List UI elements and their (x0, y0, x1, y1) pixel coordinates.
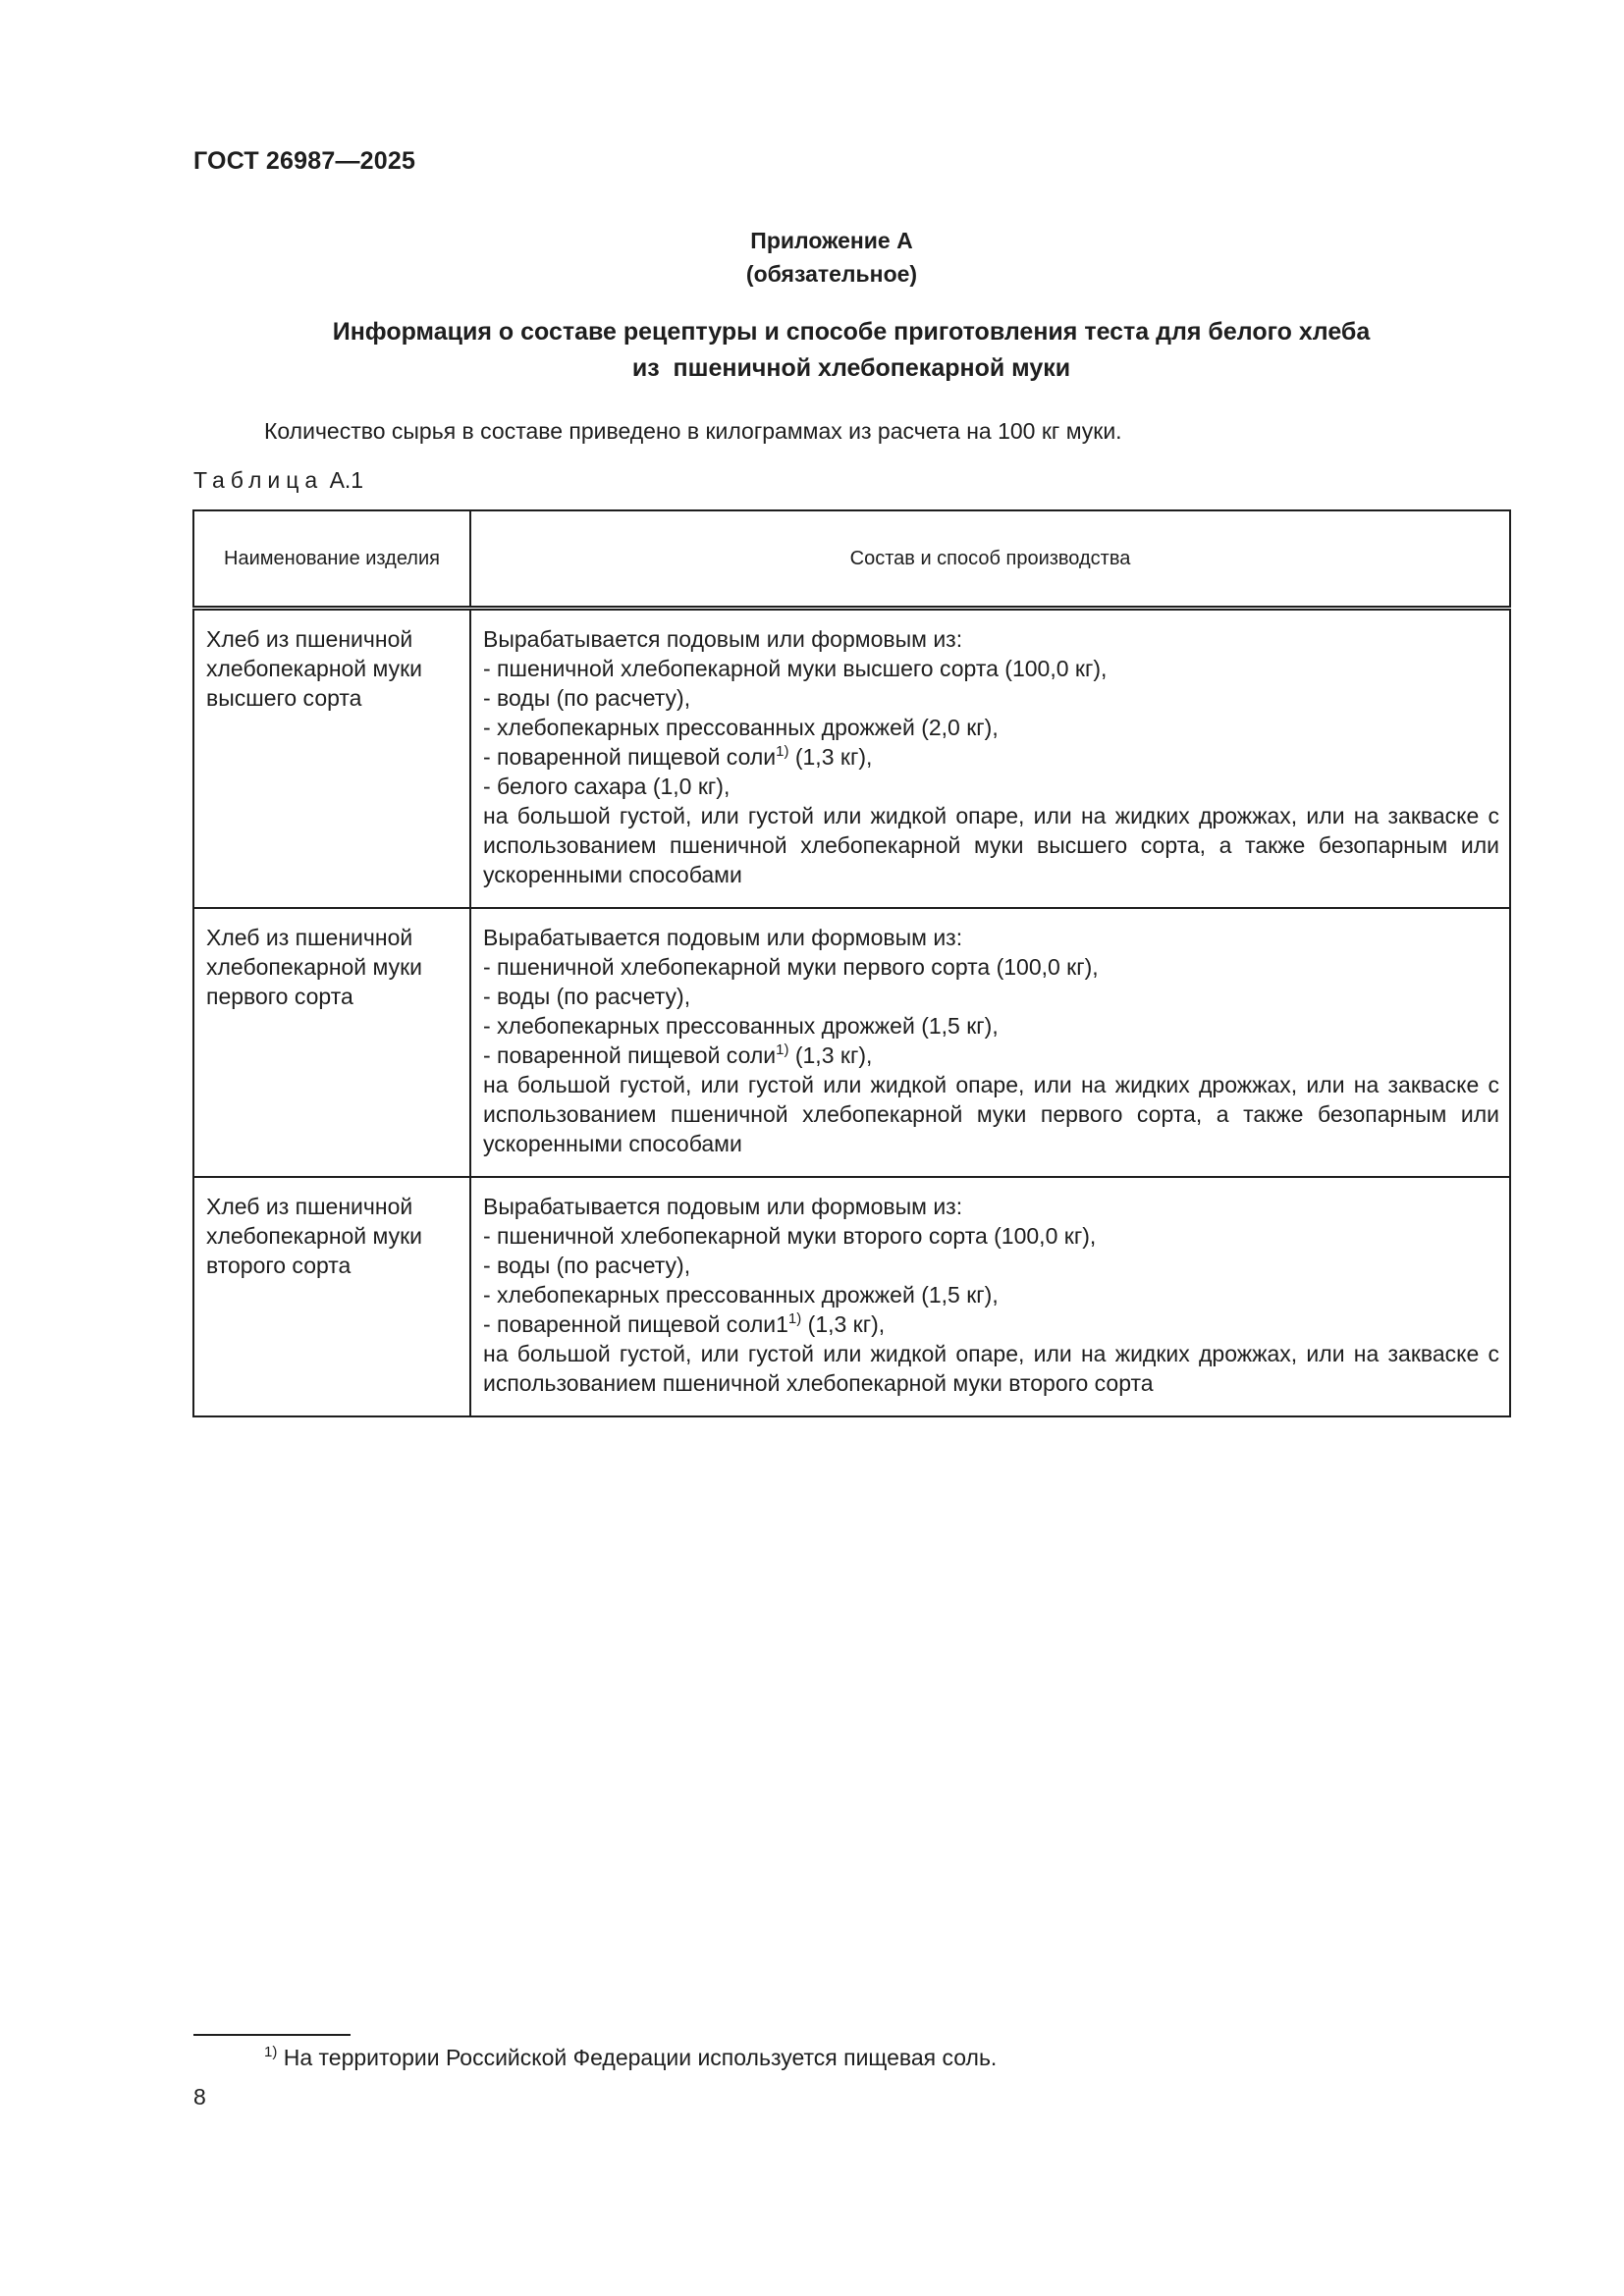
product-name-cell (193, 1177, 470, 1416)
ingredient-item: - хлебопекарных прессованных дрожжей (2,0 кг), (483, 715, 999, 740)
ingredient-amount: (1,3 кг), (801, 1311, 886, 1337)
product-name-line: хлебопекарной муки (206, 1223, 423, 1249)
section-title-line-2: из пшеничной хлебопекарной муки (631, 354, 1071, 382)
section-title (193, 314, 1509, 387)
table-header-row (193, 510, 1510, 609)
ingredient-item (483, 742, 1499, 772)
section-title-line-1: Информация о составе рецептуры и способе приготовления теста для белого хлеба (332, 318, 1371, 346)
production-method: на большой густой, или густой или жидкой опаре, или на жидких дрожжах, или на закваске с использованием пшеничной хлебопекарной муки второго сорта (483, 1341, 1499, 1396)
product-name-line: хлебопекарной муки (206, 656, 423, 681)
product-name-line: второго сорта (206, 1253, 352, 1278)
footnote-reference: 1) (776, 1041, 789, 1058)
table-caption-number: А.1 (329, 467, 364, 493)
ingredient-item: - пшеничной хлебопекарной муки второго сорта (100,0 кг), (483, 1223, 1097, 1249)
composition-cell (470, 908, 1510, 1177)
page-number: 8 (193, 2084, 206, 2109)
product-name-line: первого сорта (206, 984, 353, 1009)
product-name-cell (193, 609, 470, 909)
ingredient-item: - воды (по расчету), (483, 685, 691, 711)
production-method: на большой густой, или густой или жидкой опаре, или на жидких дрожжах, или на закваске с использованием пшеничной хлебопекарной муки высшего сорта, а также безопарным или ускоренными способами (483, 803, 1499, 887)
table-row (193, 908, 1510, 1177)
footnote-reference: 1) (776, 743, 789, 760)
production-method: на большой густой, или густой или жидкой опаре, или на жидких дрожжах, или на закваске с использованием пшеничной хлебопекарной муки первого сорта, а также безопарным или ускоренными способами (483, 1072, 1499, 1156)
table-caption (193, 465, 363, 495)
product-name-cell (193, 908, 470, 1177)
product-name-line: высшего сорта (206, 685, 362, 711)
ingredient-text: - поваренной пищевой соли (483, 1042, 777, 1068)
appendix-status: (обязательное) (745, 261, 918, 287)
ingredient-item: - воды (по расчету), (483, 1253, 691, 1278)
product-name-line: Хлеб из пшеничной (206, 1194, 413, 1219)
composition-intro: Вырабатывается подовым или формовым из: (483, 626, 963, 652)
footnote (264, 2042, 997, 2073)
ingredient-item (483, 1041, 1499, 1070)
footnote-marker: 1) (264, 2044, 278, 2060)
table-row (193, 1177, 1510, 1416)
ingredient-item: - пшеничной хлебопекарной муки высшего сорта (100,0 кг), (483, 656, 1108, 681)
footnote-divider (193, 2034, 351, 2036)
ingredient-item: - белого сахара (1,0 кг), (483, 774, 731, 799)
ingredient-item: - хлебопекарных прессованных дрожжей (1,5 кг), (483, 1013, 999, 1039)
ingredient-item: - пшеничной хлебопекарной муки первого сорта (100,0 кг), (483, 954, 1099, 980)
ingredient-amount: (1,3 кг), (788, 1042, 873, 1068)
appendix-heading (0, 224, 1624, 291)
document-code: ГОСТ 26987—2025 (193, 147, 416, 175)
product-name-line: хлебопекарной муки (206, 954, 423, 980)
composition-cell (470, 609, 1510, 909)
product-name-line: Хлеб из пшеничной (206, 626, 413, 652)
intro-paragraph: Количество сырья в составе приведено в килограммах из расчета на 100 кг муки. (264, 418, 1122, 444)
ingredient-amount: (1,3 кг), (788, 744, 873, 770)
recipe-table (192, 509, 1511, 1417)
ingredient-item (483, 1309, 1499, 1339)
ingredient-item: - воды (по расчету), (483, 984, 691, 1009)
composition-intro: Вырабатывается подовым или формовым из: (483, 925, 963, 950)
ingredient-text: - поваренной пищевой соли (483, 744, 777, 770)
product-name-line: Хлеб из пшеничной (206, 925, 413, 950)
header-product-name: Наименование изделия (193, 510, 470, 609)
table-caption-prefix: Таблица (193, 467, 324, 493)
footnote-reference: 1) (787, 1310, 802, 1327)
header-composition: Состав и способ производства (470, 510, 1510, 609)
footnote-text: На территории Российской Федерации используется пищевая соль. (277, 2045, 998, 2070)
ingredient-item: - хлебопекарных прессованных дрожжей (1,5 кг), (483, 1282, 999, 1308)
table-row (193, 609, 1510, 909)
appendix-title: Приложение А (750, 228, 913, 253)
composition-intro: Вырабатывается подовым или формовым из: (483, 1194, 963, 1219)
composition-cell (470, 1177, 1510, 1416)
ingredient-text: - поваренной пищевой соли1 (483, 1311, 788, 1337)
